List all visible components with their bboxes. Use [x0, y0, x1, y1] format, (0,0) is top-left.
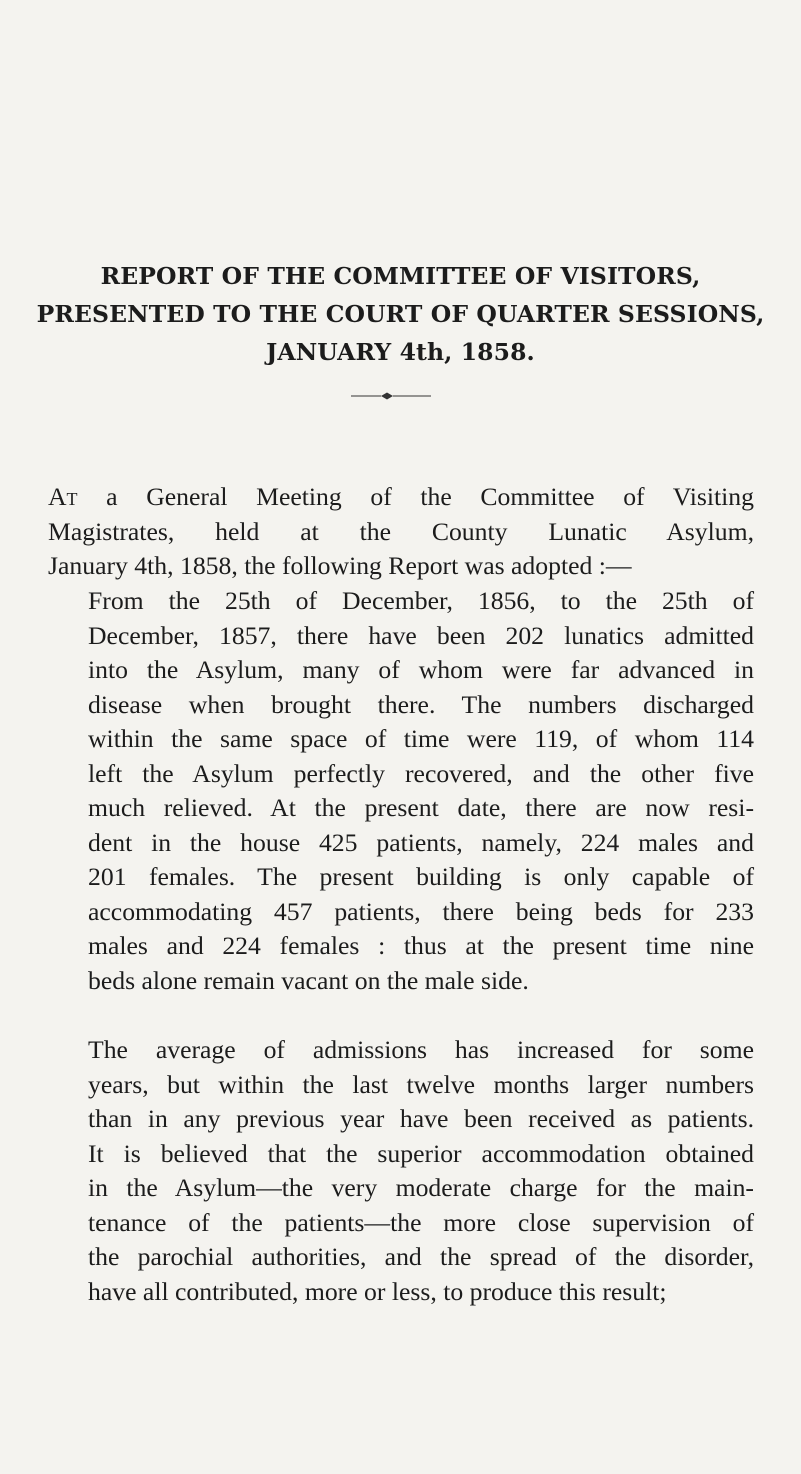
paragraph-line: December, 1857, there have been 202 lunatics admitted [88, 620, 754, 650]
paragraph-line: January 4th, 1858, the following Report was adopted :— [48, 551, 632, 580]
paragraph-line: It is believed that the superior accommodation obtained [88, 1138, 754, 1168]
lead-word: At [48, 482, 78, 511]
paragraph-line: accommodating 457 patients, there being beds for 233 [88, 896, 754, 926]
paragraph-line: within the same space of time were 119, of whom 114 [88, 724, 754, 753]
report-title-line-1: REPORT OF THE COMMITTEE OF VISITORS, [100, 262, 701, 290]
ornamental-divider [351, 389, 431, 403]
report-title-line-2: PRESENTED TO THE COURT OF QUARTER SESSIONS, [36, 300, 765, 328]
paragraph-line: the parochial authorities, and the spread of the disorder, [88, 1242, 754, 1271]
paragraph-line: much relieved. At the present date, there are now resi- [88, 793, 754, 822]
paragraph-line: years, but within the last twelve months larger numbers [88, 1069, 754, 1099]
paragraph-line: From the 25th of December, 1856, to the 25th of [88, 586, 754, 615]
paragraph-admissions [48, 584, 754, 998]
paragraph-line: into the Asylum, many of whom were far advanced in [88, 655, 754, 684]
paragraph-line: than in any previous year have been received as patients. [88, 1104, 754, 1133]
paragraph-line: males and 224 females : thus at the present time nine [88, 931, 754, 960]
paragraph-meeting [48, 480, 754, 584]
paragraph-line: have all contributed, more or less, to produce this result; [88, 1276, 667, 1306]
paragraph-line: 201 females. The present building is only capable of [88, 862, 754, 891]
paragraph-line: Magistrates, held at the County Lunatic Asylum, [48, 516, 754, 546]
paragraph-line: tenance of the patients—the more close supervision of [88, 1207, 754, 1237]
paragraph-line: in the Asylum—the very moderate charge for the main- [88, 1173, 754, 1202]
paragraph-line: The average of admissions has increased for some [88, 1035, 754, 1064]
paragraph-line: disease when brought there. The numbers discharged [88, 689, 754, 719]
paragraph-line: beds alone remain vacant on the male side. [88, 965, 529, 995]
paragraph-line: dent in the house 425 patients, namely, 224 males and [88, 827, 754, 857]
report-title-date: JANUARY 4th, 1858. [266, 338, 535, 366]
paragraph-line: left the Asylum perfectly recovered, and the other five [88, 758, 754, 788]
paragraph-line: At a General Meeting of the Committee of Visiting [48, 482, 754, 511]
paragraph-average [48, 1033, 754, 1309]
